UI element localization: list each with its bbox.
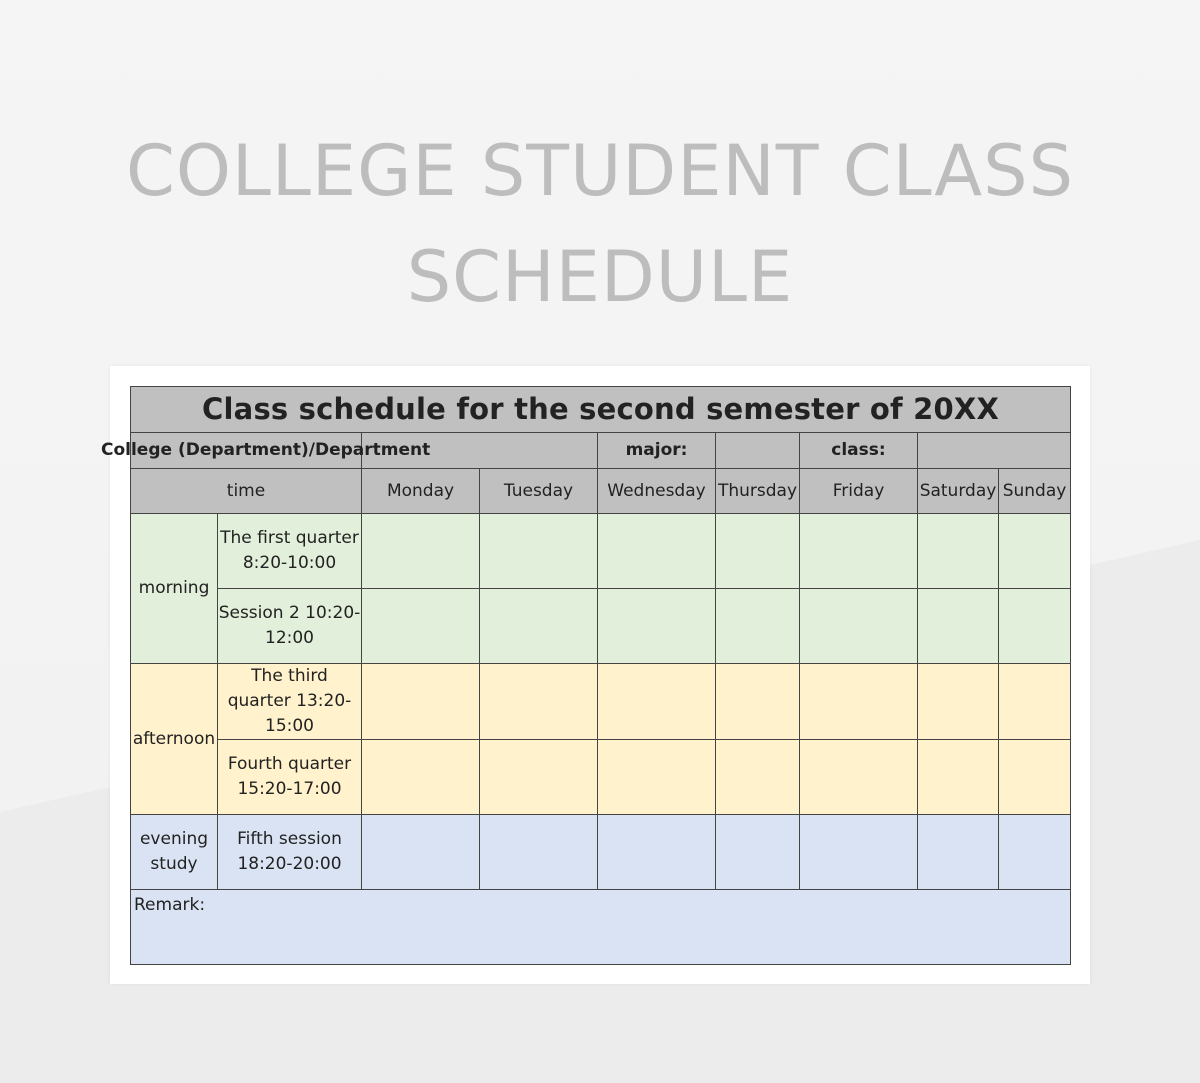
schedule-cell[interactable] — [716, 589, 800, 664]
period-label-afternoon: afternoon — [131, 664, 218, 815]
title-row — [131, 387, 1071, 433]
schedule-cell[interactable] — [918, 589, 999, 664]
schedule-cell[interactable] — [362, 740, 480, 815]
page-title-line-2: SCHEDULE — [406, 236, 794, 318]
table-row — [131, 664, 1071, 740]
college-label: College (Department)/Department — [101, 440, 431, 460]
schedule-cell[interactable] — [918, 664, 999, 740]
schedule-cell[interactable] — [918, 514, 999, 589]
remark-cell[interactable] — [131, 890, 1071, 965]
major-value-cell[interactable] — [716, 433, 800, 469]
schedule-cell[interactable] — [598, 815, 716, 890]
session-label: Fourth quarter 15:20-17:00 — [218, 740, 362, 815]
session-label: The third quarter 13:20-15:00 — [218, 664, 362, 740]
schedule-cell[interactable] — [999, 589, 1071, 664]
schedule-cell[interactable] — [716, 815, 800, 890]
schedule-cell[interactable] — [480, 664, 598, 740]
schedule-cell[interactable] — [800, 815, 918, 890]
table-title: Class schedule for the second semester of 20XX — [131, 387, 1071, 433]
session-label: The first quarter 8:20-10:00 — [218, 514, 362, 589]
schedule-cell[interactable] — [362, 514, 480, 589]
schedule-cell[interactable] — [362, 589, 480, 664]
schedule-table — [101, 386, 1071, 965]
info-row — [131, 433, 1071, 469]
day-header-tuesday: Tuesday — [480, 469, 598, 514]
session-label: Fifth session 18:20-20:00 — [218, 815, 362, 890]
day-header-friday: Friday — [800, 469, 918, 514]
schedule-cell[interactable] — [480, 815, 598, 890]
remark-label: Remark: — [134, 895, 206, 915]
schedule-cell[interactable] — [362, 664, 480, 740]
day-header-row — [131, 469, 1071, 514]
college-label-cell — [101, 433, 431, 469]
session-label: Session 2 10:20-12:00 — [218, 589, 362, 664]
day-header-sunday: Sunday — [999, 469, 1071, 514]
schedule-cell[interactable] — [480, 514, 598, 589]
page-title — [0, 118, 1200, 330]
day-header-saturday: Saturday — [918, 469, 999, 514]
remark-row — [131, 890, 1071, 965]
schedule-cell[interactable] — [716, 740, 800, 815]
schedule-cell[interactable] — [800, 740, 918, 815]
table-row — [131, 589, 1071, 664]
major-label: major: — [598, 433, 716, 469]
schedule-cell[interactable] — [918, 815, 999, 890]
schedule-cell[interactable] — [800, 589, 918, 664]
schedule-cell[interactable] — [999, 815, 1071, 890]
schedule-cell[interactable] — [598, 514, 716, 589]
day-header-wednesday: Wednesday — [598, 469, 716, 514]
schedule-cell[interactable] — [999, 740, 1071, 815]
day-header-thursday: Thursday — [716, 469, 800, 514]
schedule-cell[interactable] — [598, 589, 716, 664]
schedule-cell[interactable] — [480, 589, 598, 664]
class-label: class: — [800, 433, 918, 469]
schedule-cell[interactable] — [716, 664, 800, 740]
schedule-cell[interactable] — [716, 514, 800, 589]
schedule-cell[interactable] — [362, 815, 480, 890]
class-value-cell[interactable] — [918, 433, 1071, 469]
day-header-monday: Monday — [362, 469, 480, 514]
table-row — [131, 514, 1071, 589]
period-label-morning: morning — [131, 514, 218, 664]
schedule-cell[interactable] — [598, 664, 716, 740]
schedule-cell[interactable] — [598, 740, 716, 815]
table-row — [131, 815, 1071, 890]
schedule-cell[interactable] — [918, 740, 999, 815]
schedule-cell[interactable] — [800, 514, 918, 589]
page-title-line-1: COLLEGE STUDENT CLASS — [125, 130, 1075, 212]
schedule-cell[interactable] — [999, 664, 1071, 740]
table-row — [131, 740, 1071, 815]
schedule-cell[interactable] — [800, 664, 918, 740]
schedule-cell[interactable] — [999, 514, 1071, 589]
time-header: time — [131, 469, 362, 514]
schedule-cell[interactable] — [480, 740, 598, 815]
period-label-evening: evening study — [131, 815, 218, 890]
